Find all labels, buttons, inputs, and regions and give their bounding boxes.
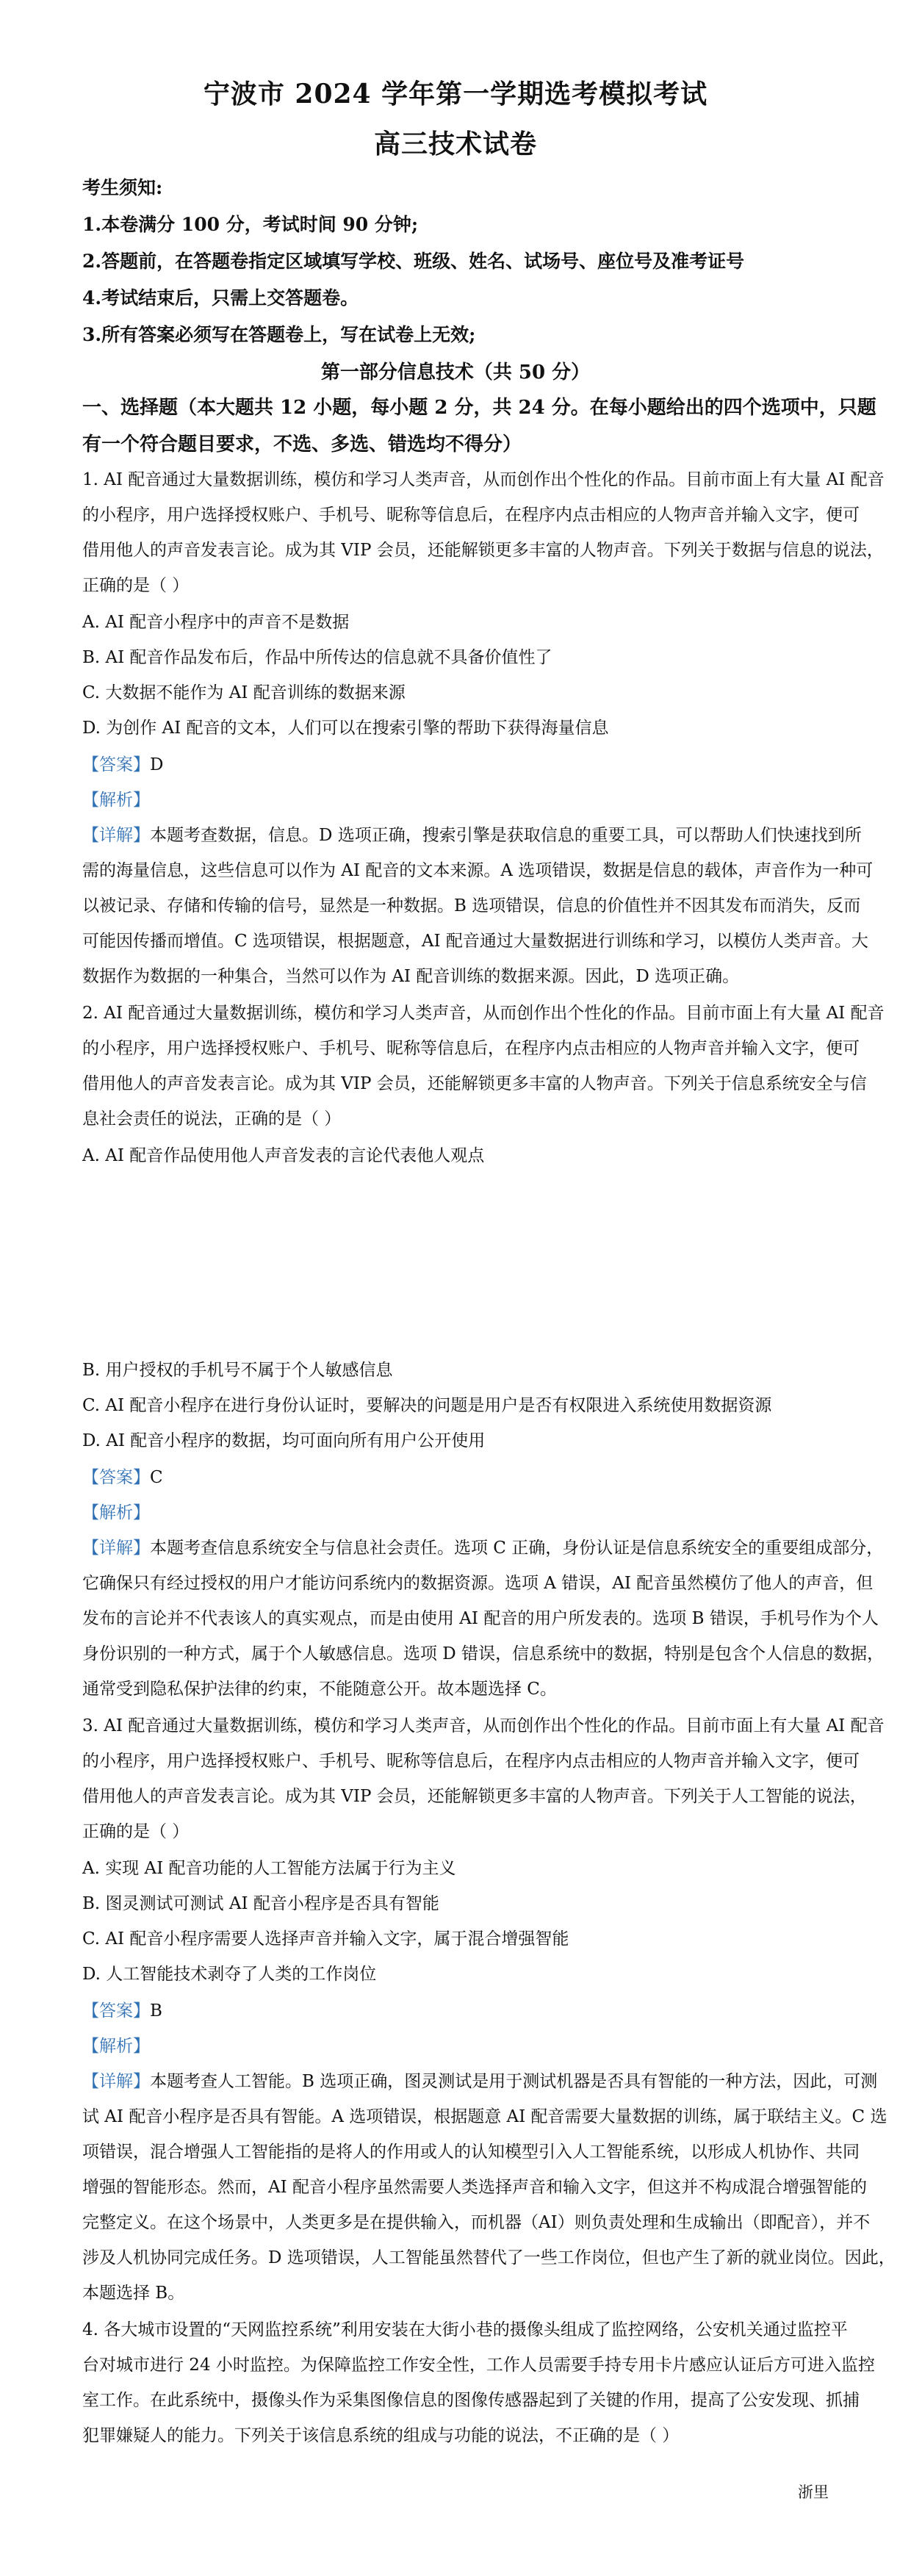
q3-detail: 完整定义。在这个场景中，人类更多是在提供输入，而机器（AI）则负责处理和生成输出（即配音），并不: [82, 2213, 871, 2232]
q1-analysis-label: 【解析】: [82, 791, 150, 810]
notice-item: 3.所有答案必须写在答题卷上，写在试卷上无效;: [82, 324, 476, 345]
q1-stem: 借用他人的声音发表言论。成为其 VIP 会员，还能解锁更多丰富的人物声音。下列关于数据与信息的说法，: [82, 541, 884, 560]
q3-option-a: A. 实现 AI 配音功能的人工智能方法属于行为主义: [82, 1859, 456, 1878]
q3-detail: 试 AI 配音小程序是否具有智能。A 选项错误，根据题意 AI 配音需要大量数据的训练，属于联结主义。C 选: [82, 2107, 887, 2126]
q1-option-d: D. 为创作 AI 配音的文本，人们可以在搜索引擎的帮助下获得海量信息: [82, 719, 609, 738]
q3-option-c: C. AI 配音小程序需要人选择声音并输入文字，属于混合增强智能: [82, 1929, 569, 1949]
q2-stem: 借用他人的声音发表言论。成为其 VIP 会员，还能解锁更多丰富的人物声音。下列关于信息系统安全与信: [82, 1074, 867, 1093]
q1-detail: 可能因传播而增值。C 选项错误，根据题意，AI 配音通过大量数据进行训练和学习，以模仿人类声音。大: [82, 932, 868, 951]
q1-detail: 数据作为数据的一种集合，当然可以作为 AI 配音训练的数据来源。因此，D 选项正确。: [82, 967, 740, 986]
q2-stem: 的小程序，用户选择授权账户、手机号、昵称等信息后，在程序内点击相应的人物声音并输入文字，便可: [82, 1039, 860, 1058]
q1-detail: [82, 821, 862, 846]
answer-label: 【答案】: [82, 755, 150, 774]
notice-item: 2.答题前，在答题卷指定区域填写学校、班级、姓名、试场号、座位号及准考证号: [82, 251, 745, 272]
detail-text: 本题考查数据，信息。D 选项正确，搜索引擎是获取信息的重要工具，可以帮助人们快速找到所: [150, 826, 862, 845]
q3-detail: 本题选择 B。: [82, 2284, 185, 2303]
detail-label: 【详解】: [82, 2072, 150, 2091]
q3-option-d: D. 人工智能技术剥夺了人类的工作岗位: [82, 1965, 377, 1984]
q2-detail: 身份识别的一种方式，属于个人敏感信息。选项 D 错误，信息系统中的数据，特别是包含个人信息的数据，: [82, 1644, 885, 1663]
q3-detail: 增强的智能形态。然而，AI 配音小程序虽然需要人类选择声音和输入文字，但这并不构成混合增强智能的: [82, 2178, 868, 2197]
detail-label: 【详解】: [82, 826, 150, 845]
q3-option-b: B. 图灵测试可测试 AI 配音小程序是否具有智能: [82, 1894, 439, 1913]
answer-value: D: [150, 755, 164, 774]
q3-stem: 正确的是（ ）: [82, 1822, 190, 1841]
notice-heading: 考生须知:: [82, 177, 163, 198]
q1-stem: 的小程序，用户选择授权账户、手机号、昵称等信息后，在程序内点击相应的人物声音并输入文字，便可: [82, 506, 860, 525]
q3-detail: 涉及人机协同完成任务。D 选项错误，人工智能虽然替代了一些工作岗位，但也产生了新的就业岗位。因此，: [82, 2248, 896, 2267]
q2-detail: 它确保只有经过授权的用户才能访问系统内的数据资源。选项 A 错误，AI 配音虽然模仿了他人的声音，但: [82, 1574, 874, 1593]
exam-subtitle: 高三技术试卷: [373, 129, 537, 159]
page-footer: 浙里: [798, 2483, 829, 2501]
q2-option-a: A. AI 配音作品使用他人声音发表的言论代表他人观点: [82, 1146, 485, 1165]
section-heading: 有一个符合题目要求，不选、多选、错选均不得分）: [82, 433, 522, 456]
q2-stem: 2. AI 配音通过大量数据训练，模仿和学习人类声音，从而创作出个性化的作品。目前市面上有大量 AI 配音: [82, 1004, 885, 1023]
q4-stem: 犯罪嫌疑人的能力。下列关于该信息系统的组成与功能的说法，不正确的是（ ）: [82, 2426, 680, 2445]
q3-detail: [82, 2068, 877, 2092]
q3-stem: 3. AI 配音通过大量数据训练，模仿和学习人类声音，从而创作出个性化的作品。目前市面上有大量 AI 配音: [82, 1716, 885, 1735]
detail-text: 本题考查信息系统安全与信息社会责任。选项 C 正确，身份认证是信息系统安全的重要组成部分，: [150, 1539, 884, 1558]
notice-item: 1.本卷满分 100 分，考试时间 90 分钟;: [82, 214, 419, 235]
q1-option-c: C. 大数据不能作为 AI 配音训练的数据来源: [82, 683, 406, 702]
q1-stem: 正确的是（ ）: [82, 576, 190, 595]
q2-option-c: C. AI 配音小程序在进行身份认证时，要解决的问题是用户是否有权限进入系统使用数据资源: [82, 1396, 772, 1415]
q1-detail: 以被记录、存储和传输的信号，显然是一种数据。B 选项错误，信息的价值性并不因其发布而消失，反而: [82, 896, 861, 915]
q2-detail: [82, 1534, 883, 1558]
q3-detail: 项错误，混合增强人工智能指的是将人的作用或人的认知模型引入人工智能系统，以形成人机协作、共同: [82, 2143, 860, 2162]
notice-item: 4.考试结束后，只需上交答题卷。: [82, 287, 359, 309]
section-heading: 一、选择题（本大题共 12 小题，每小题 2 分，共 24 分。在每小题给出的四个选项中，只题: [82, 397, 876, 419]
q2-option-d: D. AI 配音小程序的数据，均可面向所有用户公开使用: [82, 1431, 486, 1450]
q1-answer: [82, 751, 163, 775]
answer-label: 【答案】: [82, 1468, 150, 1487]
q3-stem: 借用他人的声音发表言论。成为其 VIP 会员，还能解锁更多丰富的人物声音。下列关于人工智能的说法，: [82, 1787, 867, 1806]
q3-answer: [82, 1997, 162, 2021]
answer-value: B: [150, 2001, 162, 2021]
q1-stem: 1. AI 配音通过大量数据训练，模仿和学习人类声音，从而创作出个性化的作品。目前市面上有大量 AI 配音: [82, 470, 885, 489]
q2-analysis-label: 【解析】: [82, 1503, 150, 1522]
q4-stem: 台对城市进行 24 小时监控。为保障监控工作安全性，工作人员需要手持专用卡片感应认证后方可进入监控: [82, 2356, 875, 2375]
q1-option-a: A. AI 配音小程序中的声音不是数据: [82, 613, 350, 632]
part-title: 第一部分信息技术（共 50 分）: [320, 361, 591, 384]
q2-stem: 息社会责任的说法，正确的是（ ）: [82, 1109, 342, 1129]
q3-analysis-label: 【解析】: [82, 2037, 150, 2056]
q2-option-b: B. 用户授权的手机号不属于个人敏感信息: [82, 1361, 393, 1380]
q4-stem: 4. 各大城市设置的“天网监控系统”利用安装在大街小巷的摄像头组成了监控网络，公安机关通过监控平: [82, 2320, 848, 2339]
q3-stem: 的小程序，用户选择授权账户、手机号、昵称等信息后，在程序内点击相应的人物声音并输入文字，便可: [82, 1752, 860, 1771]
q2-detail: 发布的言论并不代表该人的真实观点，而是由使用 AI 配音的用户所发表的。选项 B 错误，手机号作为个人: [82, 1609, 879, 1628]
answer-label: 【答案】: [82, 2001, 150, 2021]
exam-title: 宁波市 2024 学年第一学期选考模拟考试: [203, 79, 708, 109]
q2-answer: [82, 1464, 163, 1488]
q4-stem: 室工作。在此系统中，摄像头作为采集图像信息的图像传感器起到了关键的作用，提高了公安发现、抓捕: [82, 2391, 860, 2410]
q1-detail: 需的海量信息，这些信息可以作为 AI 配音的文本来源。A 选项错误，数据是信息的载体，声音作为一种可: [82, 861, 874, 880]
answer-value: C: [150, 1468, 163, 1487]
q2-detail: 通常受到隐私保护法律的约束，不能随意公开。故本题选择 C。: [82, 1680, 557, 1699]
detail-text: 本题考查人工智能。B 选项正确，图灵测试是用于测试机器是否具有智能的一种方法，因此，可测: [150, 2072, 878, 2091]
detail-label: 【详解】: [82, 1539, 150, 1558]
q1-option-b: B. AI 配音作品发布后，作品中所传达的信息就不具备价值性了: [82, 648, 552, 667]
